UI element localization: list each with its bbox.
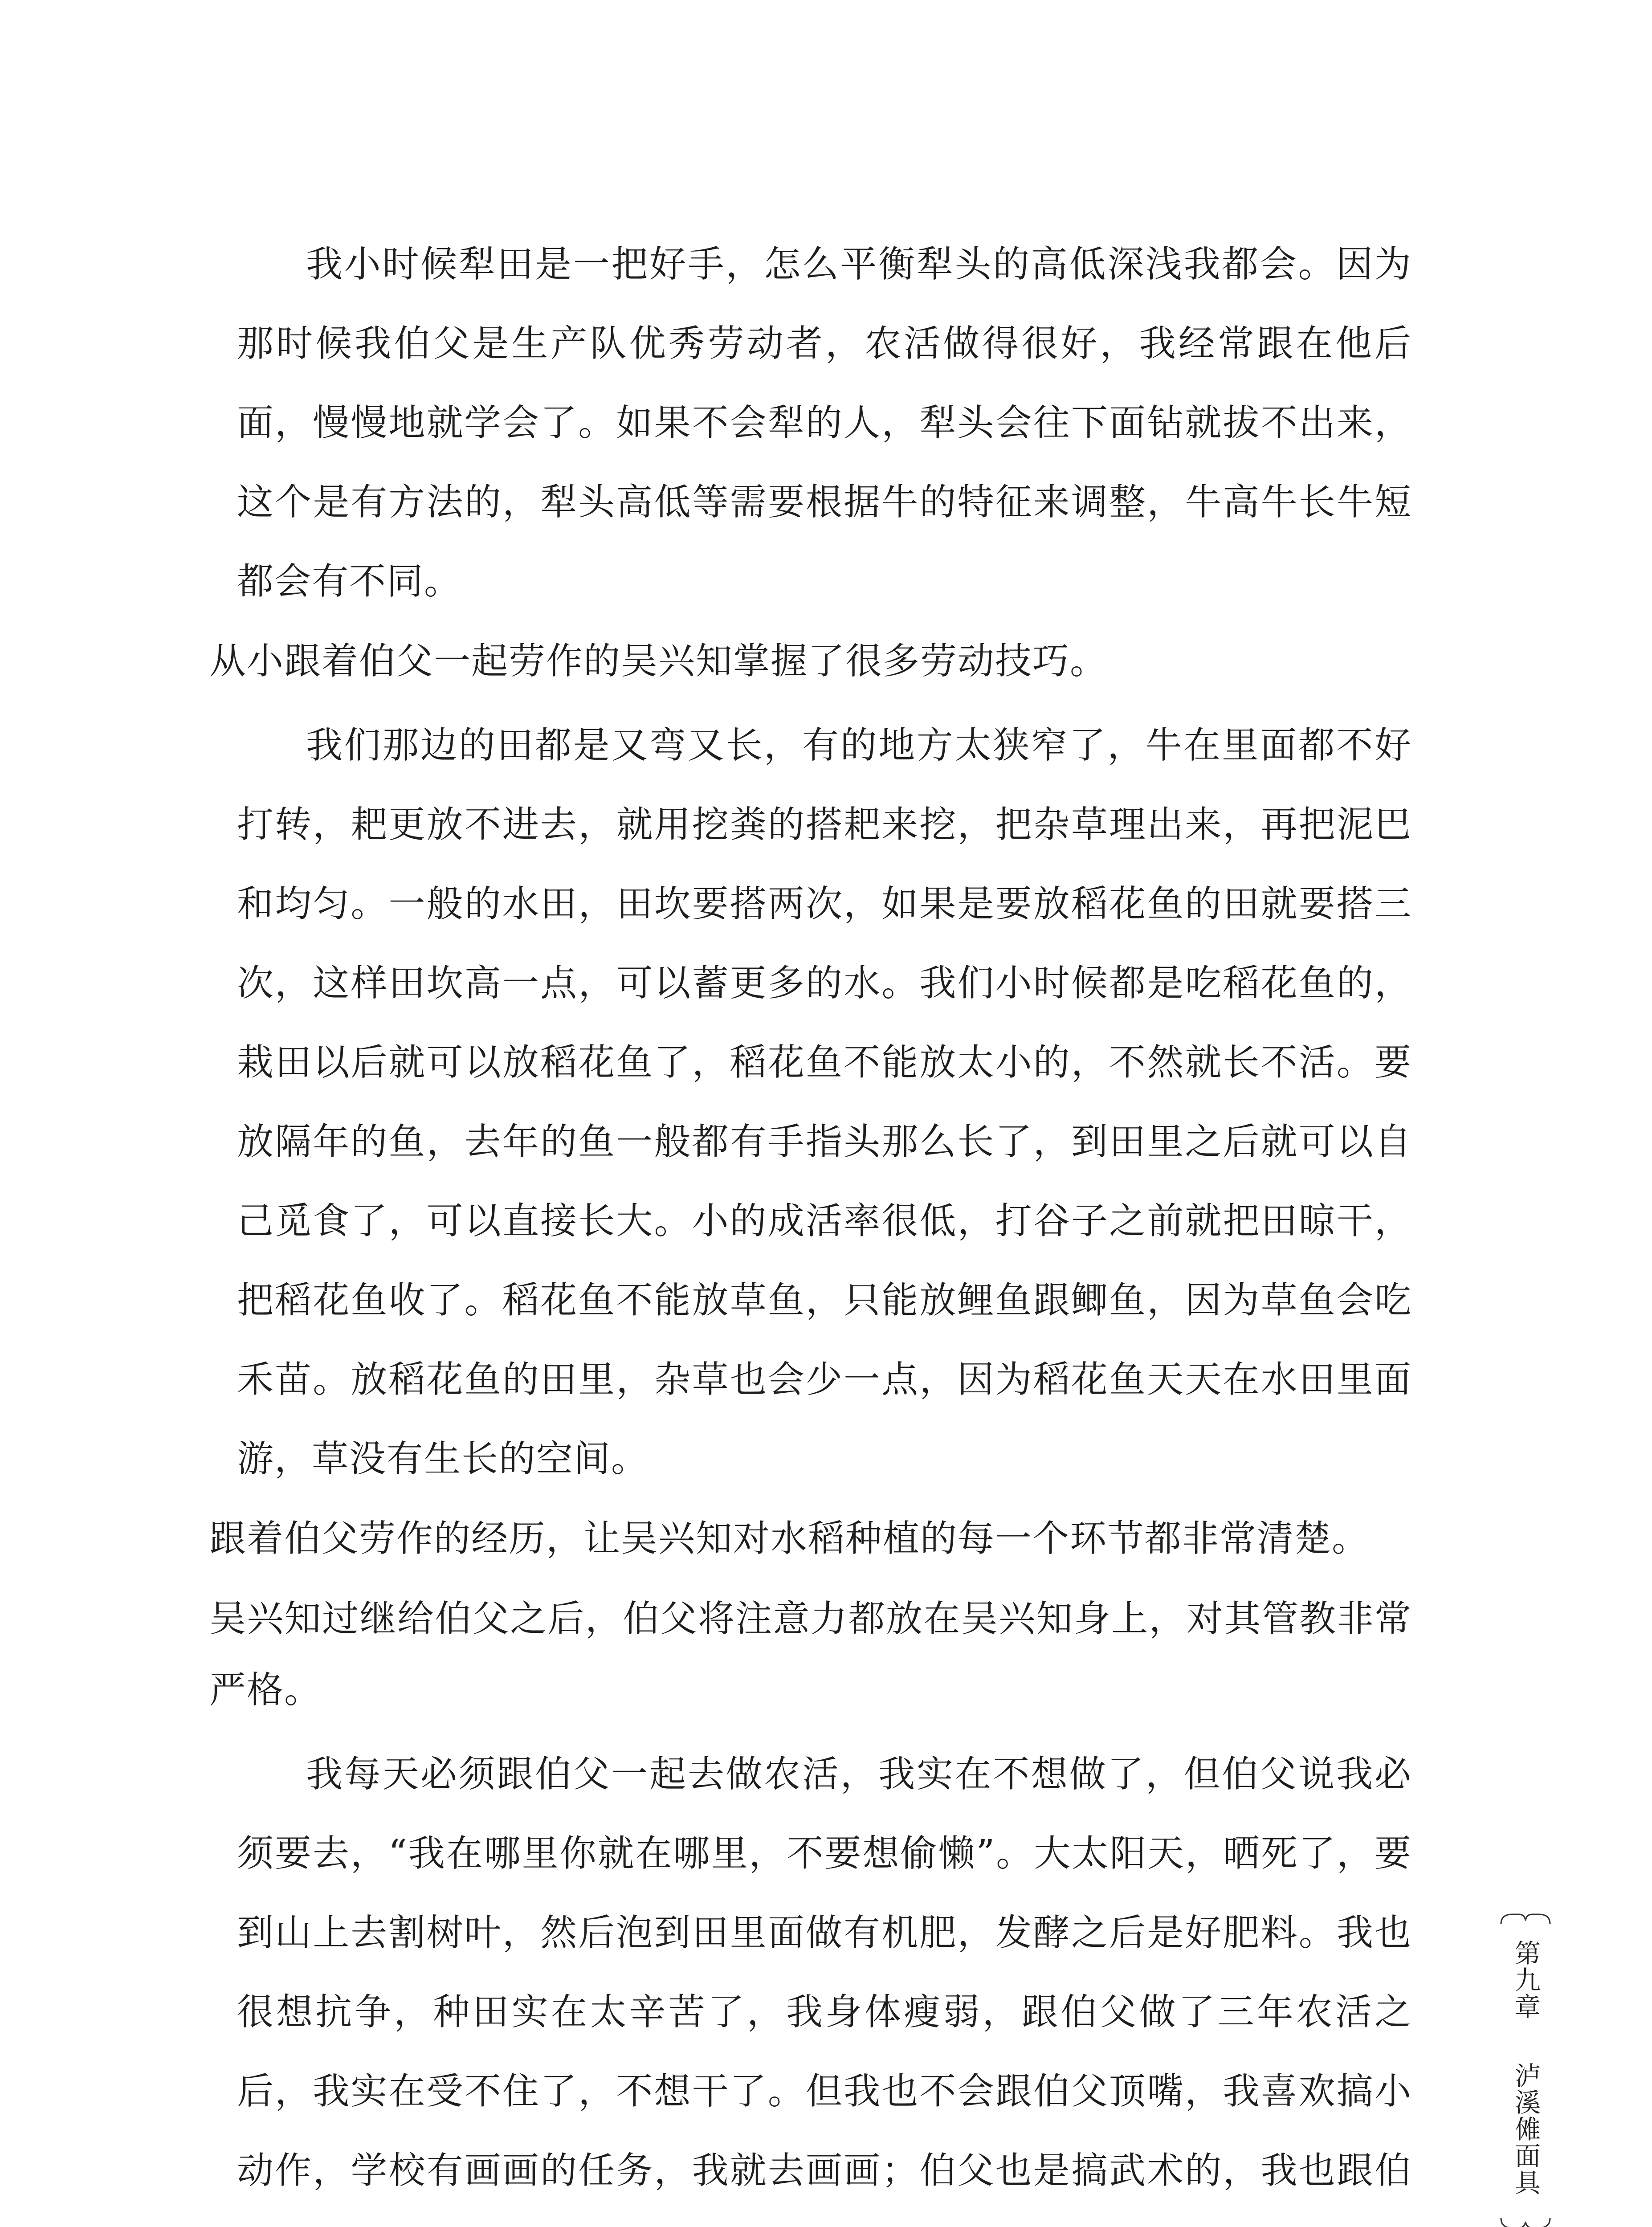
narrative-paragraph: 跟着伯父劳作的经历，让吴兴知对水稻种植的每一个环节都非常清楚。 bbox=[209, 1517, 1370, 1560]
quote-paragraph: 我小时候犁田是一把好手，怎么平衡犁头的高低深浅我都会。因为那时候我伯父是生产队优秀劳动者，农活做得很好，我经常跟在他后面，慢慢地就学会了。如果不会犁的人，犁头会往下面钻就拔不出来，这个是有方法的，犁头高低等需要根据牛的特征来调整，牛高牛长牛短都会有不同。 bbox=[237, 243, 1412, 603]
chapter-side-tab bbox=[1499, 1911, 1552, 2227]
quote-paragraph: 我每天必须跟伯父一起去做农活，我实在不想做了，但伯父说我必须要去，“我在哪里你就在哪里，不要想偷懒”。大太阳天，晒死了，要到山上去割树叶，然后泡到田里面做有机肥，发酵之后是好肥料。我也很想抗争，种田实在太辛苦了，我身体瘦弱，跟伯父做了三年农活之后，我实在受不住了，不想干了。但我也不会跟伯父顶嘴，我喜欢搞小动作，学校有画画的任务，我就去画画；伯父也是搞武术的，我也跟伯 bbox=[237, 1753, 1412, 2192]
body-text bbox=[209, 225, 1412, 2227]
narrative-paragraph: 从小跟着伯父一起劳作的吴兴知掌握了很多劳动技巧。 bbox=[209, 640, 1108, 682]
chapter-title: 泸溪傩面具 bbox=[1510, 2062, 1541, 2196]
chapter-label: 第九章 bbox=[1510, 1940, 1541, 2020]
quote-paragraph: 我们那边的田都是又弯又长，有的地方太狭窄了，牛在里面都不好打转，耙更放不进去，就用挖粪的搭耙来挖，把杂草理出来，再把泥巴和均匀。一般的水田，田坎要搭两次，如果是要放稻花鱼的田就要搭三次，这样田坎高一点，可以蓄更多的水。我们小时候都是吃稻花鱼的，栽田以后就可以放稻花鱼了，稻花鱼不能放太小的，不然就长不活。要放隔年的鱼，去年的鱼一般都有手指头那么长了，到田里之后就可以自己觅食了，可以直接长大。小的成活率很低，打谷子之前就把田晾干，把稻花鱼收了。稻花鱼不能放草鱼，只能放鲤鱼跟鲫鱼，因为草鱼会吃禾苗。放稻花鱼的田里，杂草也会少一点，因为稻花鱼天天在水田里面游，草没有生长的空间。 bbox=[237, 724, 1412, 1480]
narrative-paragraph: 吴兴知过继给伯父之后，伯父将注意力都放在吴兴知身上，对其管教非常严格。 bbox=[209, 1598, 1412, 1711]
